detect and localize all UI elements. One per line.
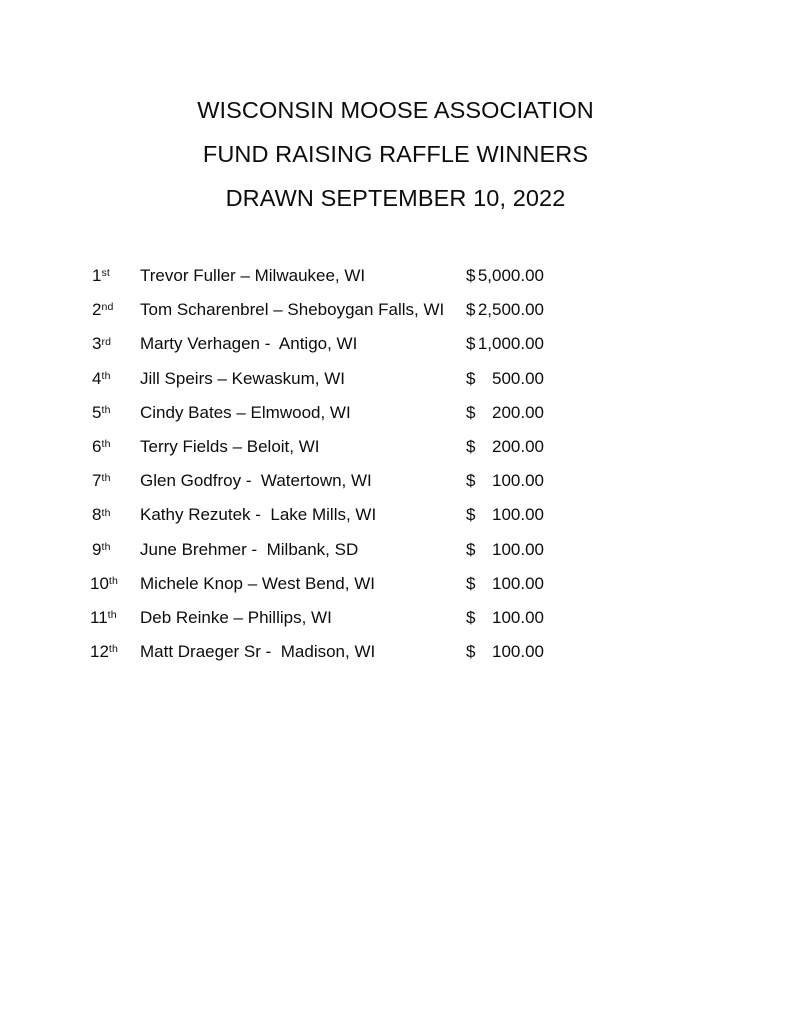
amount-value: 100.00 xyxy=(492,607,544,627)
rank-suffix: th xyxy=(107,609,117,622)
winner-rank xyxy=(90,567,132,603)
winner-rank xyxy=(92,430,134,466)
rank-suffix: nd xyxy=(101,301,114,314)
title-line-draw-date: DRAWN SEPTEMBER 10, 2022 xyxy=(225,185,566,211)
amount-value: 200.00 xyxy=(492,436,544,456)
amount-value: 100.00 xyxy=(492,539,544,559)
rank-number: 1 xyxy=(92,266,102,285)
rank-number: 8 xyxy=(92,505,102,525)
winner-row xyxy=(0,293,791,327)
winner-name-location: Michele Knop – West Bend, WI xyxy=(140,573,375,593)
winner-name-location: Terry Fields – Beloit, WI xyxy=(140,436,320,456)
rank-number: 12 xyxy=(90,642,109,662)
title-line-event: FUND RAISING RAFFLE WINNERS xyxy=(202,141,589,167)
currency-symbol: $ xyxy=(466,607,476,627)
winner-row xyxy=(0,498,791,532)
amount-value: 100.00 xyxy=(492,505,544,525)
winner-row xyxy=(0,464,791,498)
rank-suffix: th xyxy=(101,506,111,519)
winner-row xyxy=(0,430,791,464)
winner-name-location: Glen Godfroy - Watertown, WI xyxy=(140,471,372,491)
amount-value: 500.00 xyxy=(492,368,544,388)
winner-name-location: June Brehmer - Milbank, SD xyxy=(140,539,359,559)
winner-row xyxy=(0,567,791,601)
winner-rank xyxy=(92,259,134,295)
rank-suffix: th xyxy=(101,438,111,451)
winner-row xyxy=(0,533,791,567)
winner-name-location: Tom Scharenbrel – Sheboygan Falls, WI xyxy=(140,300,445,320)
rank-suffix: th xyxy=(108,574,119,587)
amount-value: 100.00 xyxy=(492,573,544,593)
rank-suffix: rd xyxy=(101,335,112,348)
winner-row xyxy=(0,362,791,396)
currency-symbol: $ xyxy=(466,334,476,354)
winner-row xyxy=(0,259,791,293)
currency-symbol: $ xyxy=(466,368,476,388)
winner-name-location: Jill Speirs – Kewaskum, WI xyxy=(140,368,345,388)
rank-number: 9 xyxy=(92,539,102,559)
rank-number: 10 xyxy=(90,573,109,593)
winner-name-location: Deb Reinke – Phillips, WI xyxy=(140,607,332,627)
winner-rank xyxy=(92,464,134,500)
currency-symbol: $ xyxy=(466,266,476,285)
currency-symbol: $ xyxy=(466,436,476,456)
winner-rank xyxy=(92,498,134,534)
rank-number: 2 xyxy=(92,300,102,320)
amount-value: 100.00 xyxy=(492,642,544,662)
rank-suffix: st xyxy=(101,267,111,280)
currency-symbol: $ xyxy=(466,300,476,320)
rank-number: 4 xyxy=(92,368,102,388)
winner-rank xyxy=(92,396,134,432)
winner-rank xyxy=(90,635,132,671)
winner-row xyxy=(0,327,791,361)
winner-name-location: Kathy Rezutek - Lake Mills, WI xyxy=(140,505,377,525)
title-line-organization: WISCONSIN MOOSE ASSOCIATION xyxy=(197,97,594,123)
amount-value: 100.00 xyxy=(492,471,544,491)
currency-symbol: $ xyxy=(466,573,476,593)
winner-row xyxy=(0,635,791,669)
rank-suffix: th xyxy=(101,472,111,485)
winners-list xyxy=(0,259,791,669)
rank-number: 11 xyxy=(90,607,108,627)
winner-rank xyxy=(92,293,134,329)
winner-row xyxy=(0,396,791,430)
rank-number: 6 xyxy=(92,436,102,456)
rank-suffix: th xyxy=(101,369,111,382)
currency-symbol: $ xyxy=(466,539,476,559)
winner-name-location: Cindy Bates – Elmwood, WI xyxy=(140,402,351,422)
amount-value: 1,000.00 xyxy=(477,334,544,354)
winner-rank xyxy=(92,327,134,363)
rank-suffix: th xyxy=(101,540,111,553)
winner-name-location: Matt Draeger Sr - Madison, WI xyxy=(140,642,376,662)
amount-value: 200.00 xyxy=(492,402,544,422)
winner-name-location: Trevor Fuller – Milwaukee, WI xyxy=(140,266,366,285)
amount-value: 2,500.00 xyxy=(477,300,544,320)
winner-row xyxy=(0,601,791,635)
winner-name-location: Marty Verhagen - Antigo, WI xyxy=(140,334,358,354)
rank-number: 5 xyxy=(92,402,102,422)
amount-value: 5,000.00 xyxy=(477,266,544,285)
currency-symbol: $ xyxy=(466,505,476,525)
rank-suffix: th xyxy=(108,643,119,656)
winner-rank xyxy=(90,601,132,637)
rank-number: 7 xyxy=(92,471,102,491)
currency-symbol: $ xyxy=(466,471,476,491)
currency-symbol: $ xyxy=(466,642,476,662)
rank-number: 3 xyxy=(92,334,102,354)
document-title-block xyxy=(0,88,791,220)
winner-rank xyxy=(92,533,134,569)
rank-suffix: th xyxy=(101,404,111,417)
winner-rank xyxy=(92,362,134,398)
currency-symbol: $ xyxy=(466,402,476,422)
